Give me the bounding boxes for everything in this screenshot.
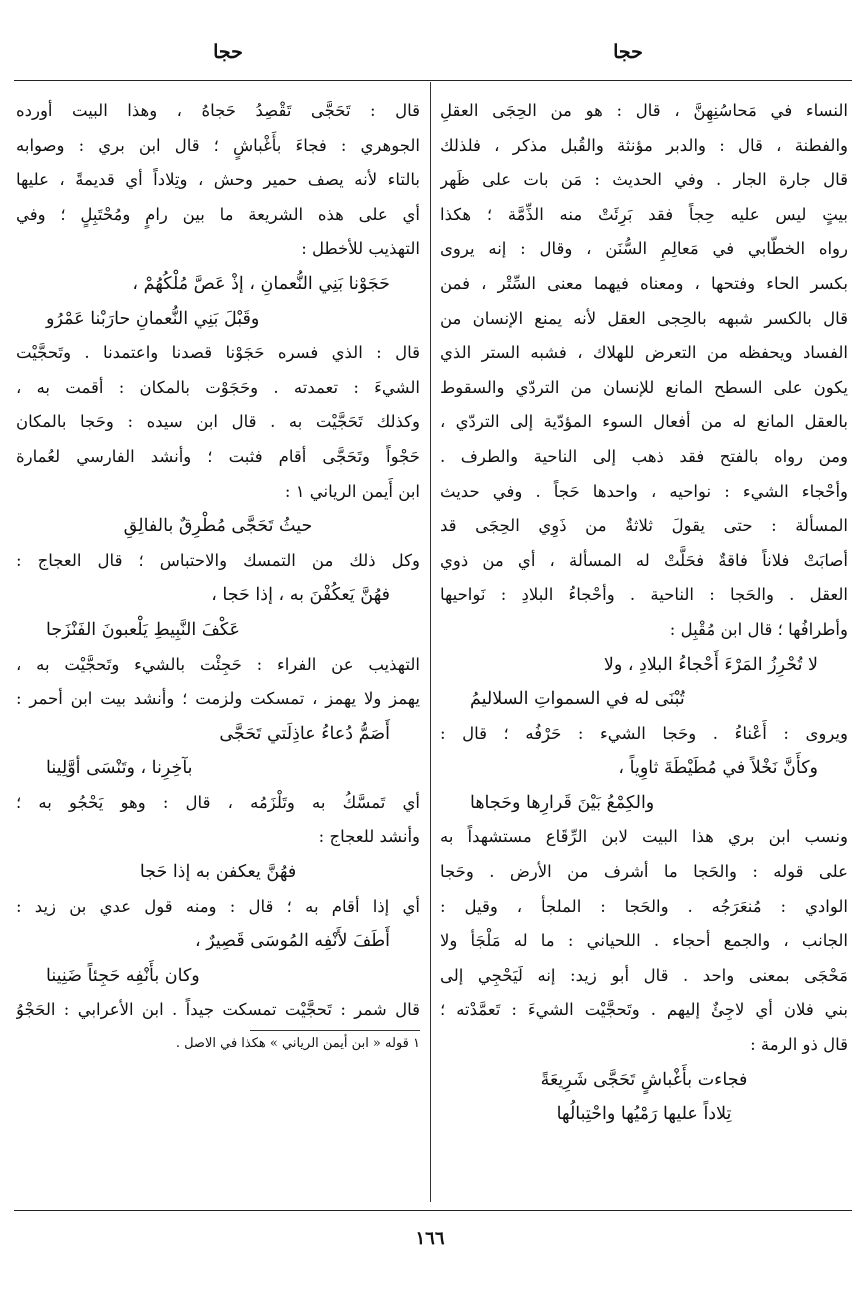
verse-line: فجاءت بأَغْباشٍ تَحَجَّى شَرِيعَةً xyxy=(540,1069,748,1090)
text-line: يهمز ولا يهمز ، تمسكت ولزمت ؛ وأنشد بيت ابن أحمر : xyxy=(16,689,420,709)
footnote-rule xyxy=(250,1030,420,1031)
text-line: الشيءَ : تعمدته . وحَجَوْت بالمكان : أقمت به ، xyxy=(16,377,420,397)
verse-line: تِلاداً عليها رَمْيُها واحْتِبالُها xyxy=(556,1104,732,1125)
text-line: أي على هذه الشريعة ما بين رامٍ ومُحْتَبِلٍ ؛ وفي xyxy=(16,204,420,224)
page-number: ١٦٦ xyxy=(415,1228,445,1249)
text-line: الفساد ويحفظه من التعرض للهلاك ، فشبه الستر الذي xyxy=(440,343,848,363)
text-line: المسألة : حتى يقولَ ثلاثةٌ من ذَوِي الحِجَى قد xyxy=(440,516,848,536)
footer-rule xyxy=(14,1210,852,1211)
verse-line: عَكْفَ النَّبِيطِ يَلْعبونَ الفَنْزَجا xyxy=(46,619,240,640)
text-line: ابن أَيمن الرياني ١ : xyxy=(284,481,420,501)
footnote: ١ قوله « ابن أيمن الرياني » هكذا في الاصل . xyxy=(175,1036,420,1052)
text-line: ونسب ابن بري هذا البيت لابن الرِّقَاع مستشهداً به xyxy=(440,827,848,847)
text-line: بالتاء لأنه يصف حمير وحش ، وتِلاداً أي قديمةً ، عليها xyxy=(16,170,420,190)
verse-line: حيثُ تَحَجَّى مُطْرِقٌ بالفالِقِ xyxy=(123,516,313,537)
left-column xyxy=(16,94,420,1055)
text-line: قال شمر : تَحجَّيْت تمسكت جيداً . ابن الأعرابي : الحَجْوُ xyxy=(16,1000,420,1020)
verse-line: بآخِرِنا ، وتَنْسَى أوَّلِينا xyxy=(46,758,193,779)
text-line: التهذيب للأخطل : xyxy=(301,239,420,259)
text-line: بالعقل المانع له من أفعال السوء المؤدّية إلى التردّي ، xyxy=(440,412,848,432)
text-line: قال ذو الرمة : xyxy=(750,1035,848,1055)
verse-line: وكأَنَّ نَخْلاً في مُطَيْطَةَ ثاوِياً ، xyxy=(618,758,818,779)
text-line: الوادي : مُنعَرَجُه . والحَجا : الملجأ ، وقيل : xyxy=(440,896,848,916)
text-line: النساء في مَحاسُنِهِنَّ ، قال : هو من الحِجَى العقلِ xyxy=(440,101,848,120)
text-line: أصابَتْ فلاناً فاقةٌ فحَلَّتْ له المسألة ، أي من ذوي xyxy=(440,550,848,570)
text-line: رواه الخطّابي في مَعالِمِ السُّنَن ، وقال : إنه يروى xyxy=(440,239,848,259)
verse-line: فهُنَّ يَعكُفْنَ به ، إذا حَجا ، xyxy=(211,585,390,606)
text-line: يكون على السطح المانع للإنسان من التردّي والسقوط xyxy=(440,377,848,397)
text-line: وكل ذلك من التمسك والاحتباس ؛ قال العجاج : xyxy=(16,550,420,570)
text-line: ومن رواه بالفتح فقد ذهب إلى الناحية والطرف . xyxy=(440,446,848,466)
text-line: قال جارة الجار . وفي الحديث : مَن بات على ظَهر xyxy=(440,170,848,190)
right-column xyxy=(440,94,848,1132)
text-line: بيتٍ ليس عليه حِجاً فقد بَرِئَتْ منه الذِّمَّة ؛ هكذا xyxy=(440,204,848,224)
verse-line: وكان بأَنْفِه حَجِئاً ضَنِينا xyxy=(46,965,200,986)
text-line: وأطرافُها ؛ قال ابن مُقْبِل : xyxy=(669,619,848,639)
text-line: بني فلان أي لاجِئٌ إليهم . وتَحجَّيْت الشيءَ : تَعمَّدْته ؛ xyxy=(440,1000,848,1020)
text-line: العقل . والحَجا : الناحية . وأحْجاءُ البلادِ : نَواحيها xyxy=(440,585,848,605)
text-line: حَجْواً وتَحَجَّى أقام فثبت ؛ وأنشد الفارسي لعُمارة xyxy=(16,446,420,466)
text-line: ويروى : أَعْناءُ . وحَجا الشيء : حَرْفُه ؛ قال : xyxy=(440,723,848,743)
text-line: مَحْجَى بمعنى واحد . قال أبو زيد: إنه لَيَحْجِي إلى xyxy=(440,965,848,985)
verse-line: حَجَوْنا بَنِي النُّعمانِ ، إذْ عَصَّ مُلْكُهُمْ ، xyxy=(132,273,390,294)
text-line: وأنشد للعجاج : xyxy=(318,827,420,847)
text-line: والفطنة ، قال : والدبر مؤنثة والقُبل مذكر ، فلذلك xyxy=(440,135,848,155)
verse-line: فهُنَّ يعكفن به إذا حَجا xyxy=(139,862,297,883)
verse-line: أَطَفَ لأَنْفِه المُوسَى قَصِيرٌ ، xyxy=(195,931,390,952)
running-header-right: حجا xyxy=(613,41,643,63)
text-line: وأحْجاء الشيء : نواحيه ، واحدها حَجاً . وفي حديث xyxy=(440,481,848,501)
verse-line: والكِمْعُ بَيْنَ قَرارِها وحَجاها xyxy=(470,792,655,813)
text-line: الجانب ، والجمع أحجاء . اللحياني : ما له مَلْجَأ ولا xyxy=(440,931,848,951)
text-line: قال : الذي فسره حَجَوْنا قصدنا واعتمدنا . وتَحجَّيْت xyxy=(16,343,420,363)
verse-line: أَصَمُّ دُعاءُ عاذِلَتي تَحَجَّى xyxy=(219,723,390,744)
text-line: الجوهري : فجاءَ بأَغْباشٍ ؛ قال ابن بري : وصوابه xyxy=(16,135,420,155)
text-line: أي تَمسَّكُ به وتَلْزَمُه ، قال : وهو يَحْجُو به ؛ xyxy=(16,792,420,812)
verse-line: لا تُحْرِزُ المَرْءَ أَحْجاءُ البلادِ ، ولا xyxy=(603,654,818,675)
text-line: على قوله : والحَجا ما أشرف من الأرض . وحَجا xyxy=(440,862,848,882)
verse-line: تُبْنَى له في السمواتِ السلاليمُ xyxy=(470,689,685,710)
text-line: التهذيب عن الفراء : حَجِئْت بالشيء وتَحجَّيْت به ، xyxy=(16,654,420,674)
text-line: بكسر الحاء وفتحها ، ومعناه فيهما معنى السِّتْر ، فمن xyxy=(440,273,848,293)
text-line: أي إذا أقام به ؛ قال : ومنه قول عدي بن زيد : xyxy=(16,896,420,916)
verse-line: وقَبْلَ بَنِي النُّعمانِ حارَبْنا عَمْرُو xyxy=(46,308,260,329)
column-separator xyxy=(430,82,431,1202)
text-line: قال : تَحَجَّى تَقْصِدُ حَجاهُ ، وهذا البيت أورده xyxy=(16,101,420,120)
text-line: قال بالكسر شبهه بالحِجى العقل لأنه يمنع الإنسان من xyxy=(440,308,848,328)
header-rule xyxy=(14,80,852,81)
text-line: وكذلك تَحَجَّيْت به . قال ابن سيده : وحَجا بالمكان xyxy=(16,412,420,432)
running-header-left: حجا xyxy=(213,41,243,63)
